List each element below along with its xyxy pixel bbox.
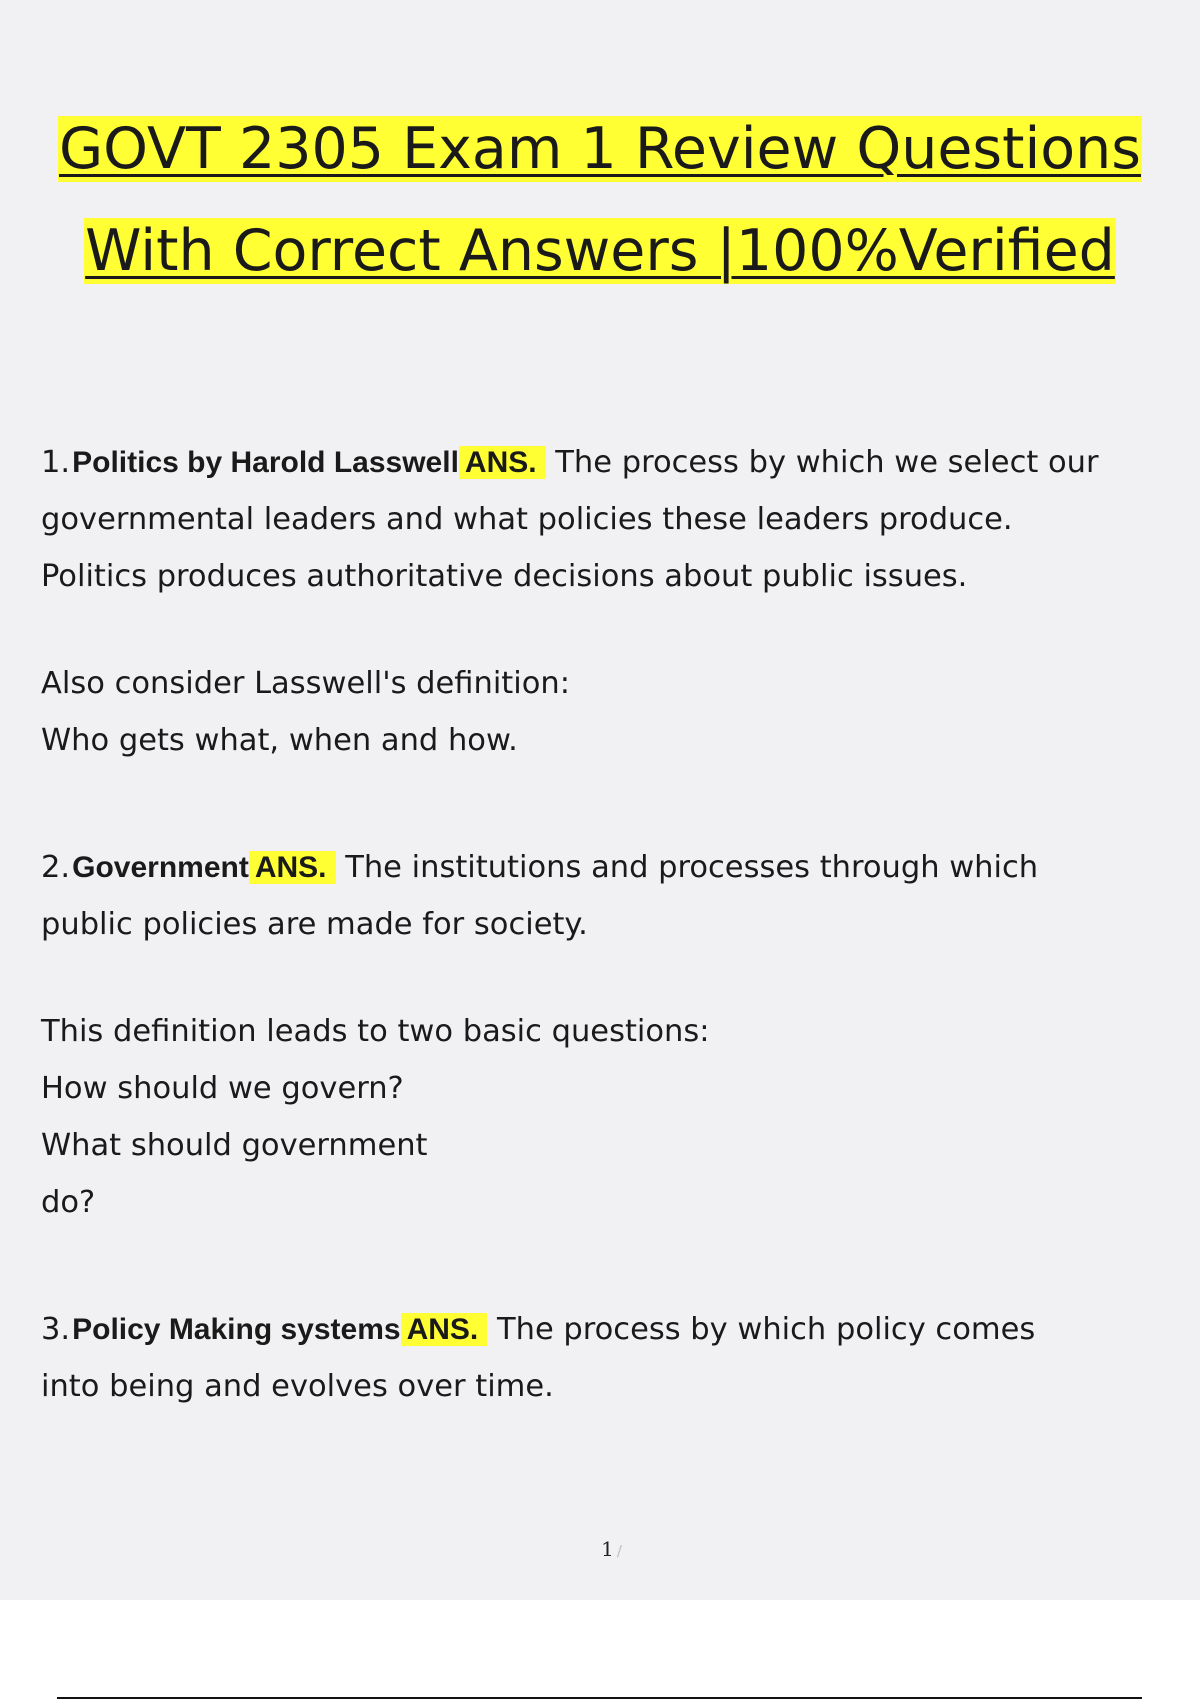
footer-divider [57,1697,1142,1699]
note-line: What should government [41,1128,428,1163]
document-title [0,98,1200,302]
document-body [41,434,1191,1415]
answer-text: The process by which we select our governmental leaders and what policies these leaders produce. Politics produces authoritative decisions about public issues. [41,445,1099,594]
question-number: 1. [41,445,71,480]
note-line: do? [41,1185,96,1220]
question-number: 3. [41,1312,71,1347]
question-3 [41,1301,1051,1415]
question-2 [41,839,1051,953]
title-line-2: With Correct Answers |100%Verified [85,218,1115,284]
page-number-separator: / [616,1542,622,1560]
page-number [0,1537,1200,1561]
note-line: How should we govern? [41,1071,404,1106]
answer-text: The institutions and processes through which public policies are made for society. [41,850,1039,942]
question-term: Government [72,851,249,884]
note-line: Also consider Lasswell's definition: [41,666,570,701]
question-term: Policy Making systems [72,1313,401,1346]
answer-label: ANS. [249,851,336,884]
note-line: Who gets what, when and how. [41,723,518,758]
question-1 [41,434,1106,605]
question-number: 2. [41,850,71,885]
answer-text: The process by which policy comes into being and evolves over time. [41,1312,1036,1404]
answer-label: ANS. [401,1313,488,1346]
question-term: Politics by Harold Lasswell [72,446,459,479]
note-line: This definition leads to two basic questions: [41,1014,710,1049]
title-line-1: GOVT 2305 Exam 1 Review Questions [59,116,1141,182]
page-number-value: 1 [601,1537,614,1561]
answer-label: ANS. [459,446,546,479]
